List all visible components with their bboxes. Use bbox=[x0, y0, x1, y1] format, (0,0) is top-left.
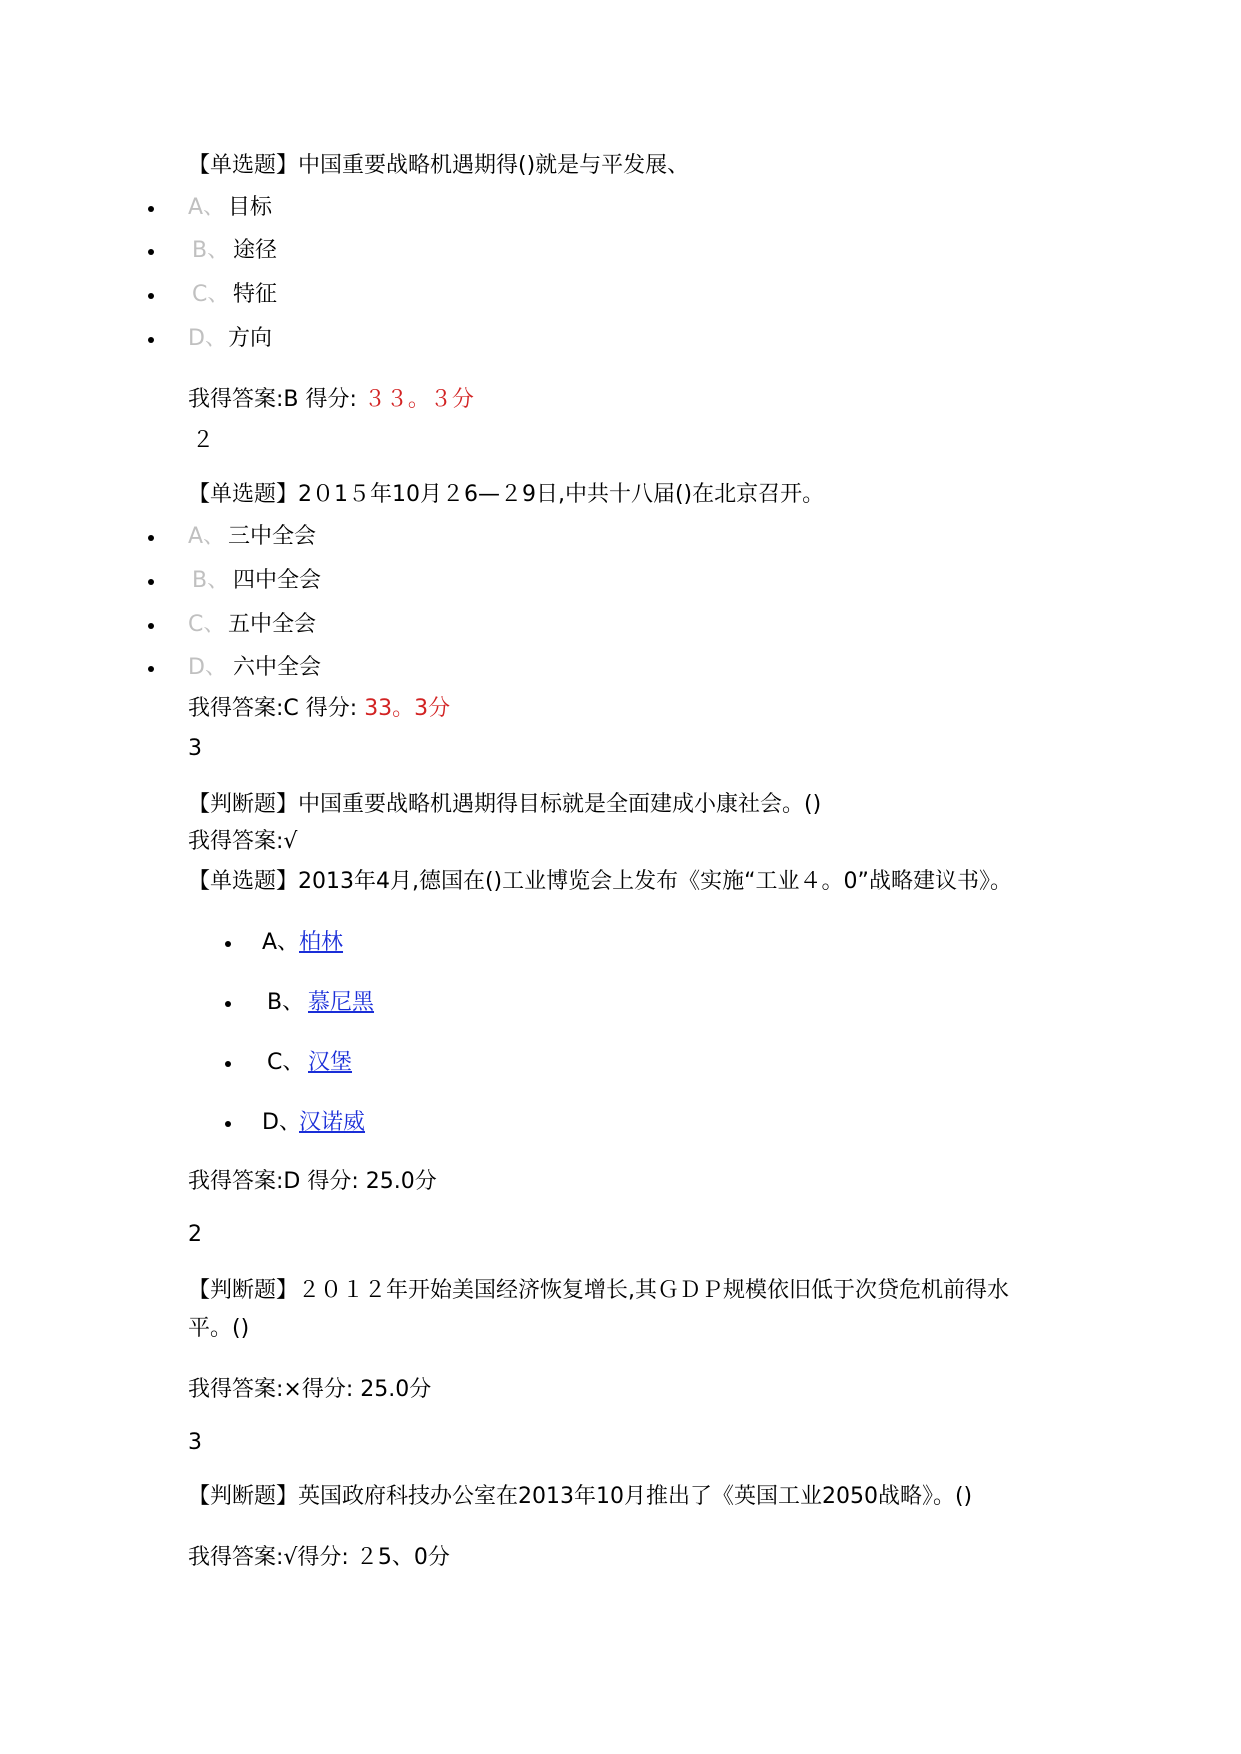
score-value: 33。3分 bbox=[364, 696, 451, 721]
answer-label: 我得答案:B 得分: bbox=[188, 387, 364, 412]
bullet-icon bbox=[225, 1001, 231, 1007]
bullet-icon bbox=[148, 337, 154, 343]
answer-line-1 bbox=[188, 385, 474, 415]
option-link[interactable]: 汉诺威 bbox=[299, 1110, 366, 1135]
answer-line-3: 我得答案:√ bbox=[188, 829, 298, 854]
bullet-icon bbox=[225, 1061, 231, 1067]
question-6-text: 【判断题】英国政府科技办公室在2013年10月推出了《英国工业2050战略》。() bbox=[188, 1484, 973, 1509]
question-number: 2 bbox=[188, 1222, 202, 1247]
option-letter: C、 bbox=[267, 1050, 305, 1075]
question-number: 3 bbox=[188, 1430, 202, 1455]
answer-line-2 bbox=[188, 694, 450, 724]
answer-line-6: 我得答案:√得分: ２5、0分 bbox=[188, 1545, 450, 1570]
option-letter: D、 bbox=[188, 326, 227, 351]
question-3-text: 【判断题】中国重要战略机遇期得目标就是全面建成小康社会。() bbox=[188, 792, 822, 817]
option-text: 四中全会 bbox=[233, 568, 322, 593]
bullet-icon bbox=[148, 666, 154, 672]
bullet-icon bbox=[225, 1121, 231, 1127]
question-5-text-line1: 【判断题】２０１２年开始美国经济恢复增长,其ＧＤＰ规模依旧低于次贷危机前得水 bbox=[188, 1278, 1009, 1303]
bullet-icon bbox=[148, 535, 154, 541]
bullet-icon bbox=[148, 249, 154, 255]
bullet-icon bbox=[148, 293, 154, 299]
option-link[interactable]: 慕尼黑 bbox=[308, 990, 375, 1015]
option-letter: A、 bbox=[188, 524, 226, 549]
option-letter: C、 bbox=[188, 612, 226, 637]
option-text: 目标 bbox=[228, 195, 273, 220]
question-number: 3 bbox=[188, 736, 202, 761]
option-letter: C、 bbox=[192, 282, 230, 307]
answer-line-5: 我得答案:×得分: 25.0分 bbox=[188, 1377, 432, 1402]
option-link[interactable]: 柏林 bbox=[299, 930, 344, 955]
option-letter: B、 bbox=[267, 990, 305, 1015]
answer-label: 我得答案:C 得分: bbox=[188, 696, 365, 721]
option-text: 三中全会 bbox=[228, 524, 317, 549]
question-number: ２ bbox=[192, 428, 215, 453]
option-letter: D、 bbox=[262, 1110, 301, 1135]
option-letter: A、 bbox=[262, 930, 300, 955]
bullet-icon bbox=[148, 623, 154, 629]
question-2-text: 【单选题】2０1５年10月２6—２9日,中共十八届()在北京召开。 bbox=[188, 482, 825, 507]
option-text: 六中全会 bbox=[233, 655, 322, 680]
bullet-icon bbox=[148, 206, 154, 212]
option-letter: A、 bbox=[188, 195, 226, 220]
answer-line-4: 我得答案:D 得分: 25.0分 bbox=[188, 1169, 437, 1194]
bullet-icon bbox=[225, 941, 231, 947]
score-value: ３３。３分 bbox=[363, 387, 474, 412]
option-text: 方向 bbox=[228, 326, 273, 351]
option-text: 特征 bbox=[233, 282, 278, 307]
question-5-text-line2: 平。() bbox=[188, 1316, 250, 1341]
question-1-text: 【单选题】中国重要战略机遇期得()就是与平发展、 bbox=[188, 153, 690, 178]
option-letter: B、 bbox=[192, 238, 230, 263]
question-4-text: 【单选题】2013年4月,德国在()工业博览会上发布《实施“工业４。0”战略建议书》。 bbox=[188, 869, 1012, 894]
option-link[interactable]: 汉堡 bbox=[308, 1050, 353, 1075]
option-letter: D、 bbox=[188, 655, 227, 680]
option-text: 五中全会 bbox=[228, 612, 317, 637]
bullet-icon bbox=[148, 579, 154, 585]
option-letter: B、 bbox=[192, 568, 230, 593]
option-text: 途径 bbox=[233, 238, 278, 263]
